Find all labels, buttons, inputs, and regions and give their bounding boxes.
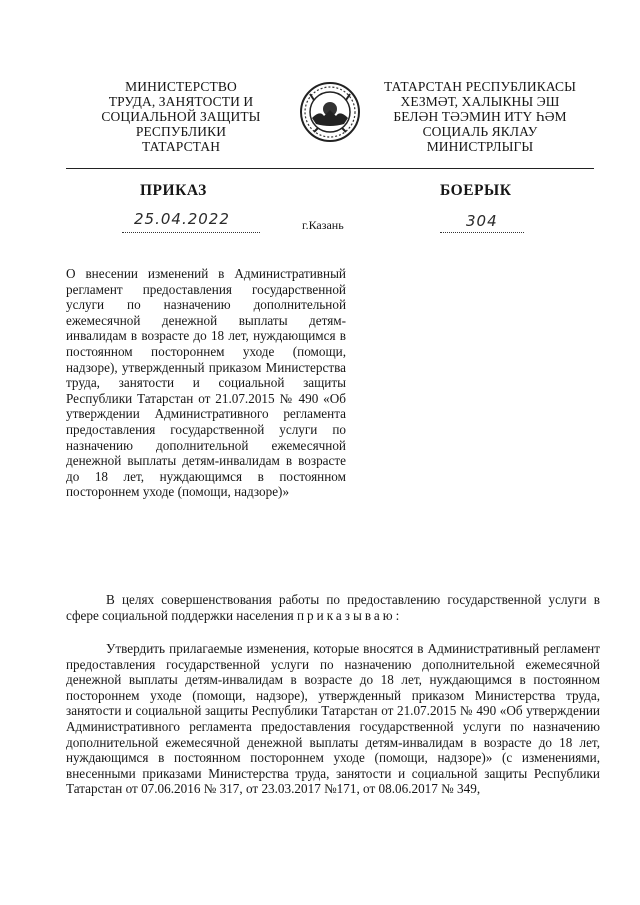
header-divider <box>66 168 594 169</box>
number-underline <box>440 232 524 233</box>
ministry-name-tt-line: ХЕЗМӘТ, ХАЛЫКНЫ ЭШ <box>400 94 560 109</box>
city: г.Казань <box>302 218 344 232</box>
order-date: 25.04.2022 <box>134 210 230 228</box>
preamble-paragraph <box>66 592 600 623</box>
preamble-text: В целях совершенствования работы по предоставлению государственной услуги в сфере социальной поддержки населения <box>66 592 600 623</box>
tatarstan-coat-of-arms-icon <box>298 80 362 144</box>
ministry-name-ru-line: МИНИСТЕРСТВО <box>125 79 237 94</box>
document-type-ru: ПРИКАЗ <box>140 182 207 199</box>
order-word: приказываю: <box>297 607 403 623</box>
ministry-name-tt-line: МИНИСТРЛЫГЫ <box>426 139 534 154</box>
ministry-name-tt-line: ТАТАРСТАН РЕСПУБЛИКАСЫ <box>383 79 577 94</box>
ministry-name-tt-line: СОЦИАЛЬ ЯКЛАУ <box>422 124 538 139</box>
date-underline <box>122 232 260 233</box>
order-body-paragraph: Утвердить прилагаемые изменения, которые вносятся в Административный регламент предоставления государственной услуги по назначению дополнительной ежемесячной денежной выплаты детям-инвалидам в возрасте до 18 лет, нуждающимся в постоянном постороннем уходе (помощи, надзоре), утвержденный приказом Министерства труда, занятости и социальной защиты Республики Татарстан от 21.07.2015 № 490 «Об утверждении Административного регламента предоставления государственной услуги по назначению дополнительной ежемесячной денежной выплаты детям-инвалидам в возрасте до 18 лет, нуждающимся в постоянном постороннем уходе (помощи, надзоре)» (с изменениями, внесенными приказами Министерства труда, занятости и социальной защиты Республики Татарстан от 07.06.2016 № 317, от 23.03.2017 №171, от 08.06.2017 № 349, <box>66 641 600 797</box>
order-number: 304 <box>466 212 498 230</box>
ministry-name-ru <box>86 79 276 154</box>
ministry-name-ru-line: СОЦИАЛЬНОЙ ЗАЩИТЫ <box>101 109 261 124</box>
order-subject: О внесении изменений в Административный регламент предоставления государственной услуги по назначению дополнительной ежемесячной денежной выплаты детям-инвалидам в возрасте до 18 лет, нуждающимся в постоянном постороннем уходе (помощи, надзоре), утвержденный приказом Министерства труда, занятости и социальной защиты Республики Татарстан от 21.07.2015 № 490 «Об утверждении Административного регламента предоставления государственной услуги по назначению дополнительной ежемесячной денежной выплаты детям-инвалидам в возрасте до 18 лет, нуждающимся в постоянном постороннем уходе (помощи, надзоре)» <box>66 266 346 500</box>
ministry-name-tt <box>360 79 600 154</box>
ministry-name-ru-line: РЕСПУБЛИКИ <box>135 124 227 139</box>
ministry-name-ru-line: ТРУДА, ЗАНЯТОСТИ И <box>108 94 254 109</box>
document-type-tt: БОЕРЫК <box>440 182 512 199</box>
ministry-name-tt-line: БЕЛӘН ТӘЭМИН ИТҮ ҺӘМ <box>393 109 567 124</box>
ministry-name-ru-line: ТАТАРСТАН <box>141 139 221 154</box>
